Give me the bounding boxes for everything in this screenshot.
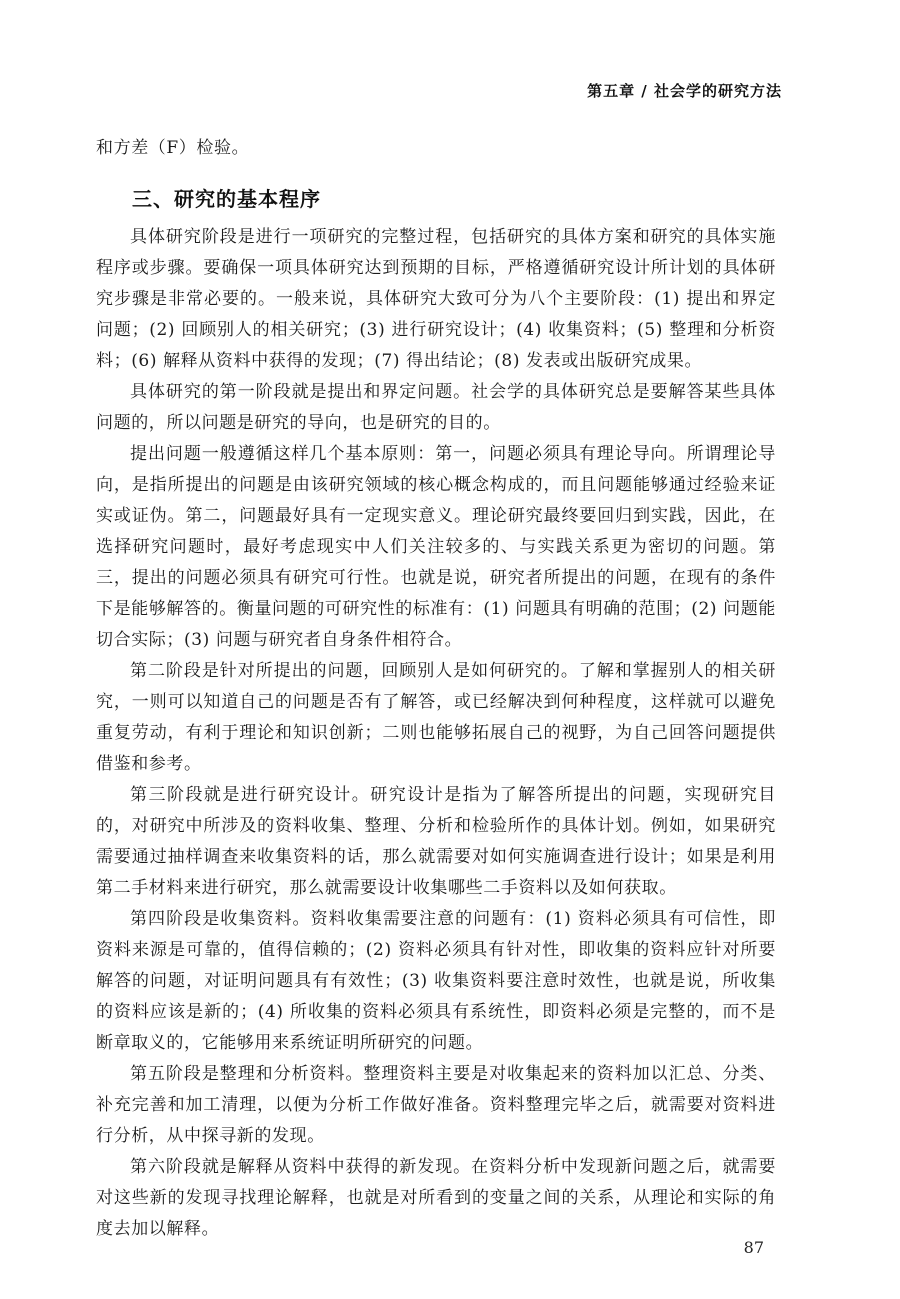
body-text <box>96 222 776 1245</box>
paragraph: 第四阶段是收集资料。资料收集需要注意的问题有：(1) 资料必须具有可信性，即资料来源是可靠的，值得信赖的；(2) 资料必须具有针对性，即收集的资料应针对所要解答的问题，对证明问题具有有效性；(3) 收集资料要注意时效性，也就是说，所收集的资料应该是新的；(4) 所收集的资料必须具有系统性，即资料必须是完整的，而不是断章取义的，它能够用来系统证明所研究的问题。 <box>96 909 776 1053</box>
paragraph: 第六阶段就是解释从资料中获得的新发现。在资料分析中发现新问题之后，就需要对这些新的发现寻找理论解释，也就是对所看到的变量之间的关系，从理论和实际的角度去加以解释。 <box>96 1157 776 1239</box>
paragraph: 具体研究的第一阶段就是提出和界定问题。社会学的具体研究总是要解答某些具体问题的，所以问题是研究的导向，也是研究的目的。 <box>96 382 776 433</box>
page-number: 87 <box>743 1238 764 1257</box>
running-header: 第五章 / 社会学的研究方法 <box>587 82 782 100</box>
paragraph: 具体研究阶段是进行一项研究的完整过程，包括研究的具体方案和研究的具体实施程序或步骤。要确保一项具体研究达到预期的目标，严格遵循研究设计所计划的具体研究步骤是非常必要的。一般来说，具体研究大致可分为八个主要阶段：(1) 提出和界定问题；(2) 回顾别人的相关研究；(3) 进行研究设计；(4) 收集资料；(5) 整理和分析资料；(6) 解释从资料中获得的发现；(7) 得出结论；(8) 发表或出版研究成果。 <box>96 227 776 371</box>
continued-line: 和方差（F）检验。 <box>96 138 250 158</box>
section-heading: 三、研究的基本程序 <box>132 187 321 211</box>
paragraph: 第三阶段就是进行研究设计。研究设计是指为了解答所提出的问题，实现研究目的，对研究中所涉及的资料收集、整理、分析和检验所作的具体计划。例如，如果研究需要通过抽样调查来收集资料的话，那么就需要对如何实施调查进行设计；如果是利用第二手材料来进行研究，那么就需要设计收集哪些二手资料以及如何获取。 <box>96 785 776 898</box>
paragraph: 第二阶段是针对所提出的问题，回顾别人是如何研究的。了解和掌握别人的相关研究，一则可以知道自己的问题是否有了解答，或已经解决到何种程度，这样就可以避免重复劳动，有利于理论和知识创新；二则也能够拓展自己的视野，为自己回答问题提供借鉴和参考。 <box>96 661 776 774</box>
paragraph: 第五阶段是整理和分析资料。整理资料主要是对收集起来的资料加以汇总、分类、补充完善和加工清理，以便为分析工作做好准备。资料整理完毕之后，就需要对资料进行分析，从中探寻新的发现。 <box>96 1064 776 1146</box>
paragraph: 提出问题一般遵循这样几个基本原则：第一，问题必须具有理论导向。所谓理论导向，是指所提出的问题是由该研究领域的核心概念构成的，而且问题能够通过经验来证实或证伪。第二，问题最好具有一定现实意义。理论研究最终要回归到实践，因此，在选择研究问题时，最好考虑现实中人们关注较多的、与实践关系更为密切的问题。第三，提出的问题必须具有研究可行性。也就是说，研究者所提出的问题，在现有的条件下是能够解答的。衡量问题的可研究性的标准有：(1) 问题具有明确的范围；(2) 问题能切合实际；(3) 问题与研究者自身条件相符合。 <box>96 444 776 650</box>
